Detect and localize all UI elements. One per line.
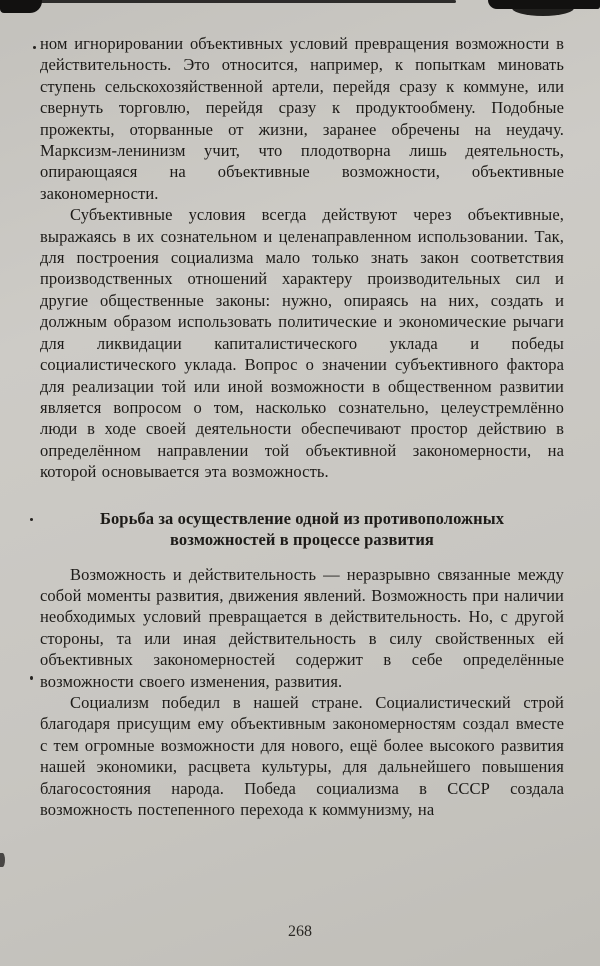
paragraph: Субъективные условия всегда действуют через объективные, выражаясь в их сознательном и целенаправленном использовании. Так, для построения социализма мало только знать закон соответствия производственных отношений характеру производительных сил и другие общественные законы: нужно, опираясь на них, создать и должным образом использовать политические и экономические рычаги для ликвидации капиталистического уклада и победы социалистического уклада. Вопрос о значении субъективного фактора для реализации той или иной возможности в общественном развитии является вопросом о том, насколько сознательно, целеустремлённо люди в ходе своей деятельности обеспечивают простор действию в определённом направлении той объективной закономерности, на которой основывается эта возможность. [40, 205, 564, 482]
scan-artifact-left-smudge [0, 853, 5, 867]
paragraph-continuation: ном игнорировании объективных условий превращения возможности в действительность. Это относится, например, к попыткам миновать ступень сельскохозяйственной артели, перейдя сразу к коммуне, или свернуть торговлю, перейдя сразу к продуктообмену. Подобные прожекты, оторванные от жизни, заранее обречены на неудачу. Марксизм-ленинизм учит, что плодотворна лишь деятельность, опирающаяся на объективные возможности, объективные закономерности. [40, 34, 564, 203]
scan-speck [30, 518, 33, 521]
text-column [40, 33, 564, 820]
paragraph: Социализм победил в нашей стране. Социалистический строй благодаря присущим ему объективным закономерностям создал вместе с тем огромные возможности для нового, ещё более высокого развития нашей экономики, расцвета культуры, для дальнейшего повышения благосостояния народа. Победа социализма в СССР создала возможность постепенного перехода к коммунизму, на [40, 692, 564, 819]
scan-speck [33, 46, 36, 49]
scan-speck [30, 676, 33, 680]
scan-artifact-top-left [0, 0, 42, 13]
scan-artifact-top-line [26, 0, 456, 3]
scan-artifact-top-right-blob [512, 0, 574, 16]
page-number: 268 [288, 923, 312, 940]
paragraph: Возможность и действительность — неразрывно связанные между собой моменты развития, движения явлений. Возможность при наличии необходимых условий превращается в действительность. Но, с другой стороны, та или иная действительность в силу свойственных ей объективных закономерностей содержит в себе определённые возможности своего изменения, развития. [40, 564, 564, 691]
section-heading: Борьба за осуществление одной из противоположных возможностей в процессе развития [99, 508, 505, 550]
